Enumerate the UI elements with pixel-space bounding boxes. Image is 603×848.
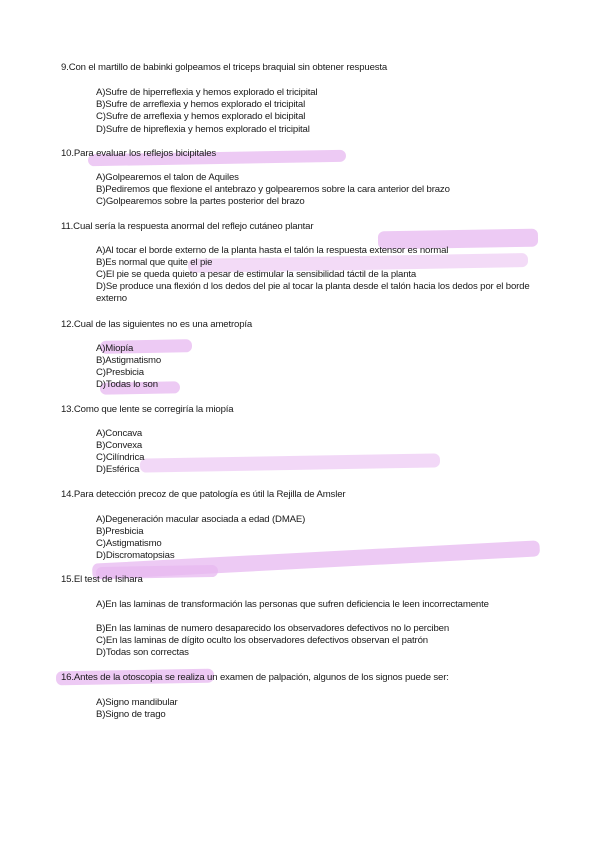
answer-option: D)Sufre de hipreflexia y hemos explorado el tricipital (96, 124, 310, 135)
answer-option: B)Es normal que quite el pie (96, 257, 213, 268)
answer-option: A)Sufre de hiperreflexia y hemos explorado el tricipital (96, 87, 318, 98)
question-title: 15.El test de Isihara (61, 574, 143, 585)
answer-option: B)Presbicia (96, 526, 144, 537)
answer-option: B)Signo de trago (96, 709, 166, 720)
question-title: 11.Cual sería la respuesta anormal del reflejo cutáneo plantar (61, 221, 314, 232)
answer-option: C)Astigmatismo (96, 538, 162, 549)
answer-option: D)Todas son correctas (96, 647, 189, 658)
answer-option: B)Sufre de arreflexia y hemos explorado el tricipital (96, 99, 306, 110)
answer-option: C)Sufre de arreflexia y hemos explorado el bicipital (96, 111, 306, 122)
answer-option: A)Concava (96, 428, 143, 439)
answer-option: C)Golpearemos sobre la partes posterior del brazo (96, 196, 305, 207)
question-title: 13.Como que lente se corregiría la miopía (61, 404, 234, 415)
answer-option: B)Astigmatismo (96, 355, 162, 366)
question-title: 10.Para evaluar los reflejos bicipitales (61, 148, 217, 159)
answer-option: A)Al tocar el borde externo de la planta hasta el talón la respuesta extensor es normal (96, 245, 449, 256)
answer-option: A)Degeneración macular asociada a edad (DMAE) (96, 514, 306, 525)
answer-option: A)En las laminas de transformación las personas que sufren deficiencia le leen incorrectamente (96, 599, 489, 610)
answer-option: D)Esférica (96, 464, 140, 475)
answer-option: D)Se produce una flexión d los dedos del pie al tocar la planta desde el talón hacia los dedos por el borde externo (96, 281, 530, 305)
question-title: 14.Para detección precoz de que patología es útil la Rejilla de Amsler (61, 489, 346, 500)
question-title: 16.Antes de la otoscopia se realiza un examen de palpación, algunos de los signos puede ser: (61, 672, 449, 683)
answer-option: A)Golpearemos el talon de Aquiles (96, 172, 239, 183)
answer-option: B)En las laminas de numero desaparecido los observadores defectivos no lo perciben (96, 623, 450, 634)
question-title: 12.Cual de las siguientes no es una ametropía (61, 319, 253, 330)
answer-option: C)Presbicia (96, 367, 144, 378)
answer-option: D)Todas lo son (96, 379, 158, 390)
answer-option: C)En las laminas de dígito oculto los observadores defectivos observan el patrón (96, 635, 428, 646)
answer-option: A)Miopía (96, 343, 134, 354)
answer-option: C)El pie se queda quieto a pesar de estimular la sensibilidad táctil de la planta (96, 269, 417, 280)
answer-option: C)Cilíndrica (96, 452, 145, 463)
question-title: 9.Con el martillo de babinki golpeamos el triceps braquial sin obtener respuesta (61, 62, 388, 73)
answer-option: D)Discromatopsias (96, 550, 175, 561)
answer-option: B)Pediremos que flexione el antebrazo y golpearemos sobre la cara anterior del brazo (96, 184, 450, 195)
answer-option: A)Signo mandibular (96, 697, 178, 708)
answer-option: B)Convexa (96, 440, 143, 451)
